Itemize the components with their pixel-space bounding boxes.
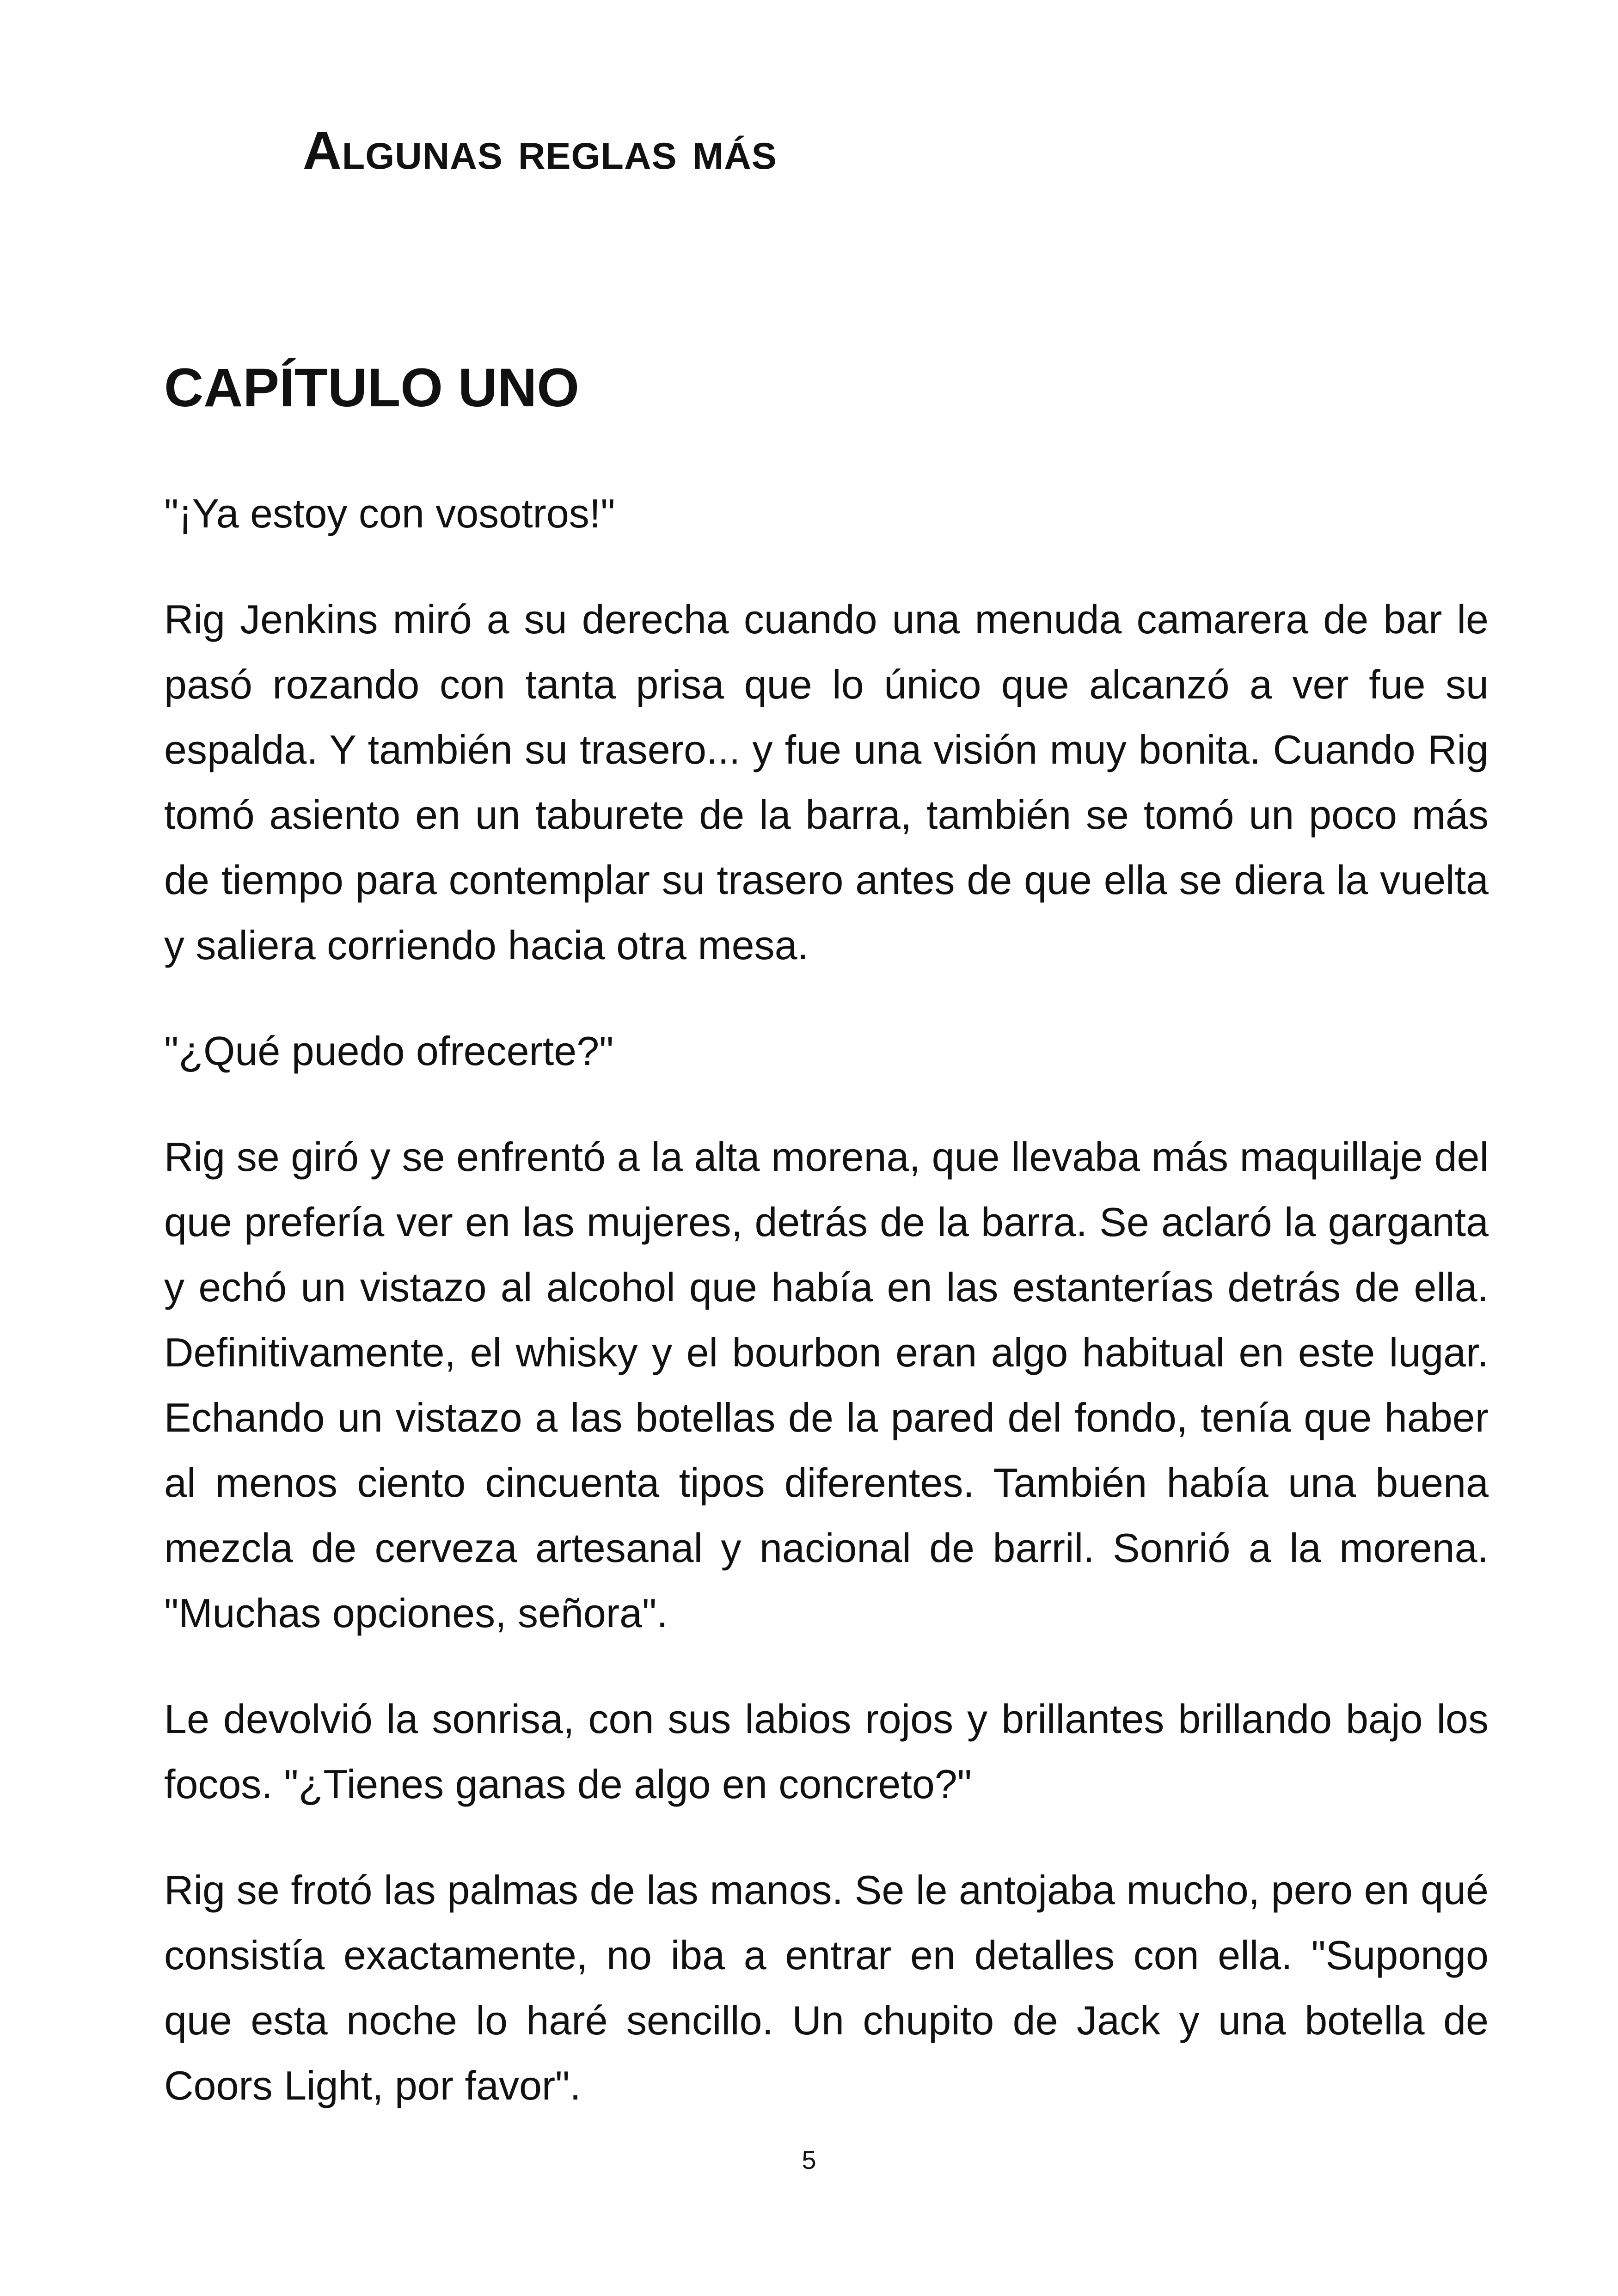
paragraph: "¡Ya estoy con vosotros!": [164, 490, 615, 536]
page-number: 5: [802, 2145, 816, 2174]
paragraph: "¿Qué puedo ofrecerte?": [164, 1028, 614, 1074]
book-title: Algunas reglas más: [303, 120, 777, 180]
chapter-title: CAPÍTULO UNO: [164, 357, 580, 418]
chapter-body: [164, 481, 1489, 2159]
paragraph: Rig se frotó las palmas de las manos. Se le antojaba mucho, pero en qué consistía exactamente, no iba a entrar en detalles con ella. "Supongo que esta noche lo haré sencillo. Un chupito de Jack y una botella de Coors Light, por favor".: [164, 1867, 1489, 2108]
paragraph: Le devolvió la sonrisa, con sus labios rojos y brillantes brillando bajo los focos. "¿Tienes ganas de algo en concreto?": [164, 1696, 1489, 1807]
paragraph: Rig se giró y se enfrentó a la alta morena, que llevaba más maquillaje del que prefería ver en las mujeres, detrás de la barra. Se aclaró la garganta y echó un vistazo al alcohol que había en las estanterías detrás de ella. Definitivamente, el whisky y el bourbon eran algo habitual en este lugar. Echando un vistazo a las botellas de la pared del fondo, tenía que haber al menos ciento cincuenta tipos diferentes. También había una buena mezcla de cerveza artesanal y nacional de barril. Sonrió a la morena. "Muchas opciones, señora".: [164, 1134, 1489, 1636]
paragraph: Rig Jenkins miró a su derecha cuando una menuda camarera de bar le pasó rozando con tanta prisa que lo único que alcanzó a ver fue su espalda. Y también su trasero... y fue una visión muy bonita. Cuando Rig tomó asiento en un taburete de la barra, también se tomó un poco más de tiempo para contemplar su trasero antes de que ella se diera la vuelta y saliera corriendo hacia otra mesa.: [164, 596, 1489, 968]
